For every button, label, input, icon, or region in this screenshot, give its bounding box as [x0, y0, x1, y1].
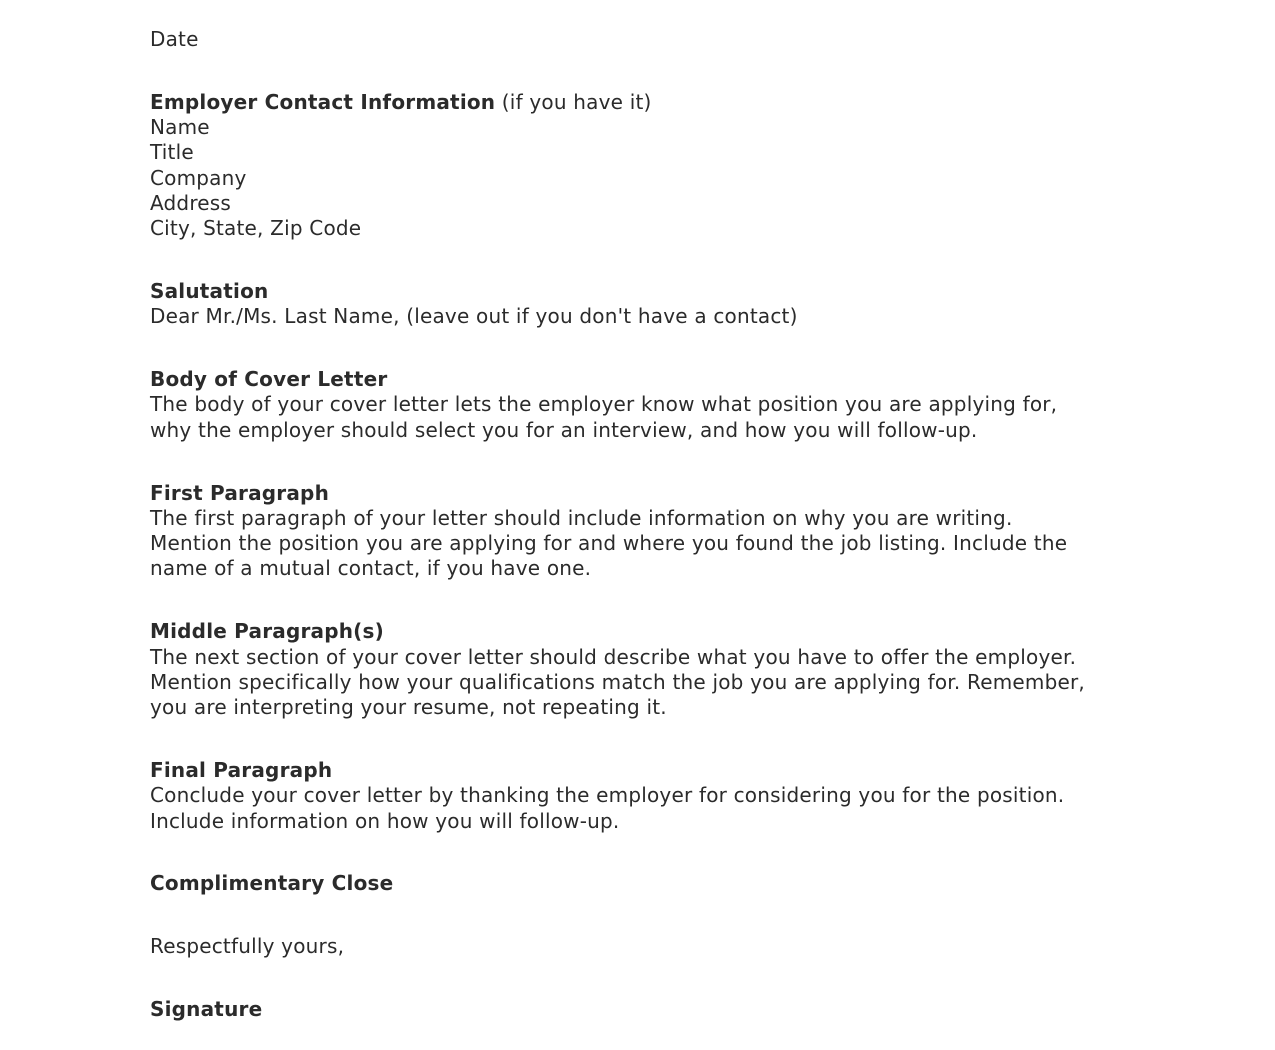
final-paragraph-text-line: Conclude your cover letter by thanking the employer for considering you for the position. — [150, 783, 1065, 808]
middle-paragraph-text-line: you are interpreting your resume, not repeating it. — [150, 695, 667, 720]
first-paragraph-text-line: Mention the position you are applying for and where you found the job listing. Include the — [150, 531, 1068, 556]
salutation-heading: Salutation — [150, 279, 269, 304]
complimentary-close-heading: Complimentary Close — [150, 871, 394, 896]
final-paragraph-heading: Final Paragraph — [150, 757, 333, 782]
contact-city-state-zip-line: City, State, Zip Code — [150, 216, 362, 241]
first-paragraph-text-line: name of a mutual contact, if you have one. — [150, 556, 592, 581]
spacer — [150, 959, 1150, 997]
contact-company-line: Company — [150, 165, 247, 190]
body-text-line: The body of your cover letter lets the employer know what position you are applying for, — [150, 392, 1058, 417]
middle-paragraph-text-line: Mention specifically how your qualifications match the job you are applying for. Remember, — [150, 669, 1085, 694]
body-heading: Body of Cover Letter — [150, 367, 388, 392]
middle-paragraph-text-line: The next section of your cover letter should describe what you have to offer the employer. — [150, 644, 1077, 669]
salutation-section — [150, 279, 1150, 330]
spacer — [150, 897, 1150, 935]
complimentary-close-text: Respectfully yours, — [150, 934, 345, 959]
spacer — [150, 330, 1150, 368]
spacer — [150, 52, 1150, 90]
first-paragraph-heading: First Paragraph — [150, 480, 330, 505]
spacer — [150, 242, 1150, 280]
middle-paragraph-section — [150, 619, 1150, 720]
spacer — [150, 720, 1150, 758]
employer-contact-note: (if you have it) — [495, 89, 652, 114]
final-paragraph-section — [150, 758, 1150, 834]
complimentary-close-section — [150, 871, 1150, 959]
date-line: Date — [150, 27, 199, 51]
contact-title-line: Title — [150, 140, 194, 165]
spacer — [150, 443, 1150, 481]
body-text-line: why the employer should select you for an interview, and how you will follow-up. — [150, 417, 978, 442]
signature-heading: Signature — [150, 996, 263, 1021]
employer-contact-heading: Employer Contact Information — [150, 89, 496, 114]
spacer — [150, 582, 1150, 620]
employer-contact-heading-line — [150, 90, 1150, 115]
employer-contact-section — [150, 90, 1150, 242]
salutation-text: Dear Mr./Ms. Last Name, (leave out if you don't have a contact) — [150, 304, 798, 329]
signature-section — [150, 997, 1150, 1022]
body-section — [150, 367, 1150, 443]
contact-name-line: Name — [150, 115, 210, 140]
first-paragraph-section — [150, 481, 1150, 582]
cover-letter-document — [150, 27, 1150, 1022]
final-paragraph-text-line: Include information on how you will follow-up. — [150, 808, 620, 833]
contact-address-line: Address — [150, 190, 232, 215]
first-paragraph-text-line: The first paragraph of your letter should include information on why you are writing. — [150, 505, 1013, 530]
middle-paragraph-heading: Middle Paragraph(s) — [150, 619, 384, 644]
spacer — [150, 834, 1150, 872]
